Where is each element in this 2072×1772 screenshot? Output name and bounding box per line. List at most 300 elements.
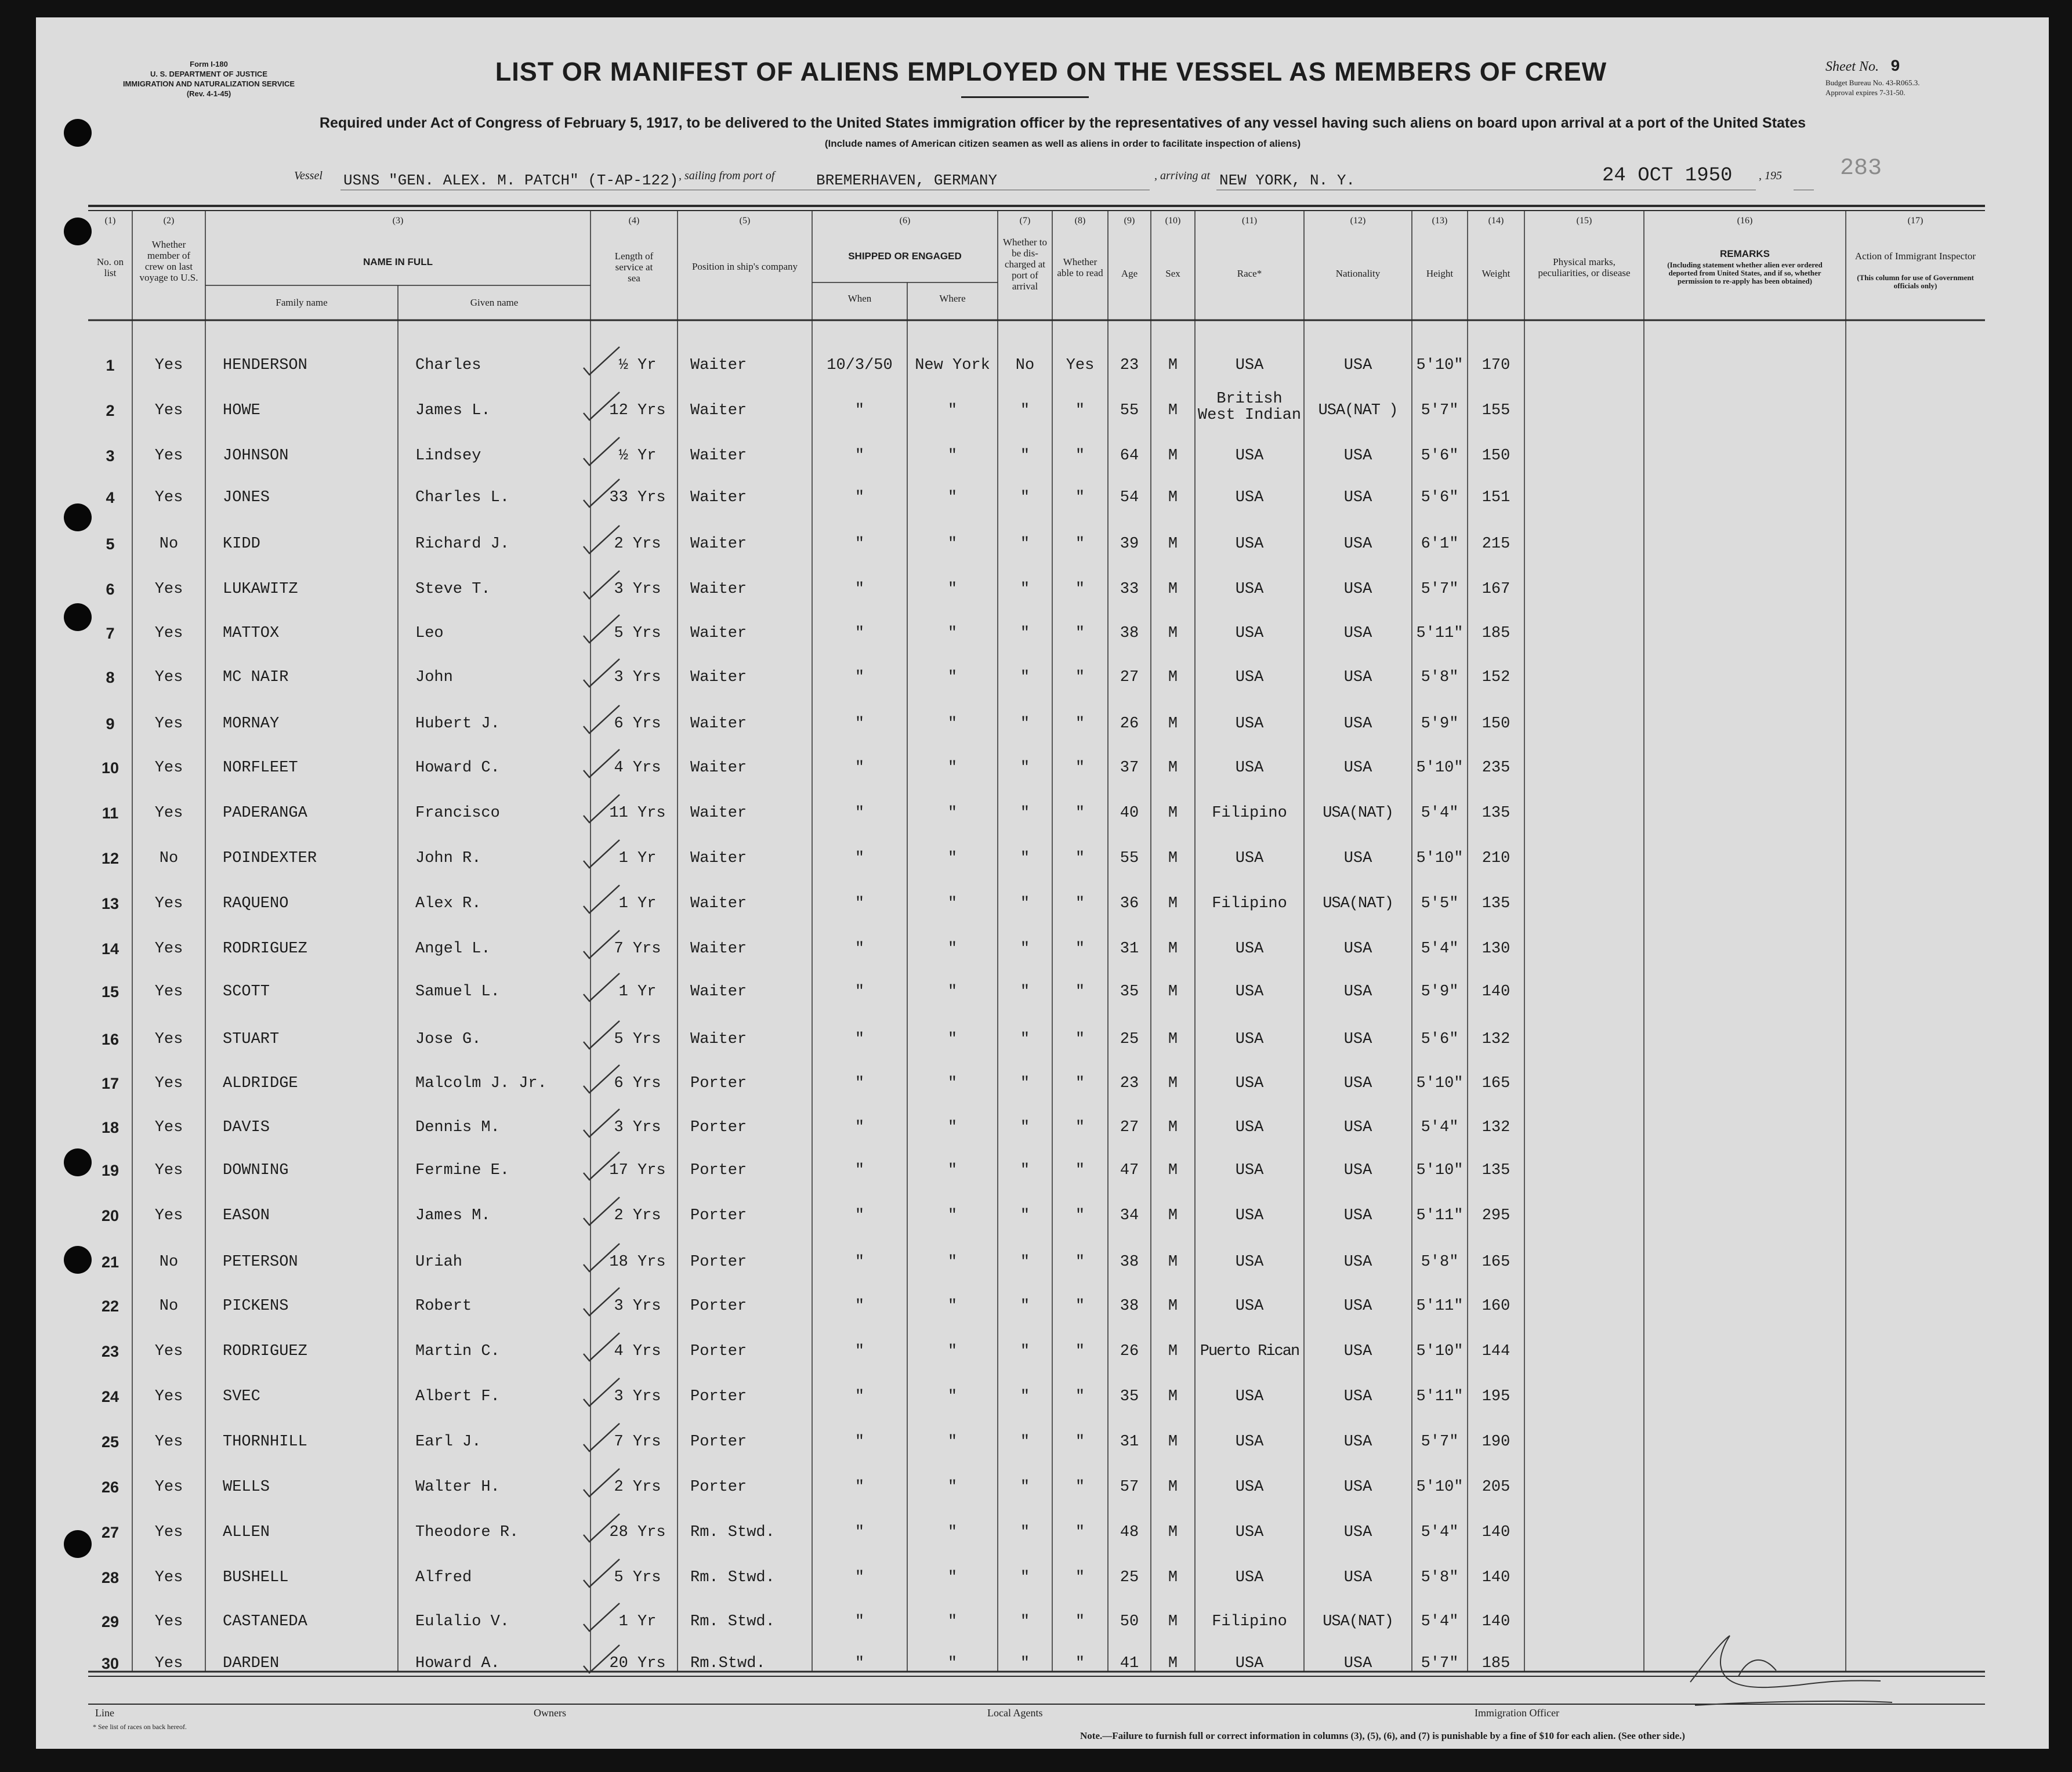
height: 5'10": [1416, 1343, 1464, 1360]
nationality: USA: [1343, 1031, 1372, 1048]
position: Waiter: [690, 715, 747, 733]
shipped-where: ": [947, 805, 958, 822]
shipped-when: ": [854, 1343, 865, 1360]
age: 35: [1120, 983, 1139, 1001]
shipped-when: ": [854, 1479, 865, 1496]
check-mark-icon: [581, 1063, 625, 1096]
race: USA: [1235, 357, 1264, 374]
sex: M: [1168, 669, 1178, 686]
height: 5'4": [1421, 940, 1459, 958]
shipped-when: ": [854, 669, 865, 686]
sex: M: [1168, 402, 1178, 419]
check-mark-icon: [581, 1376, 625, 1409]
family-name: WELLS: [223, 1479, 270, 1496]
sex: M: [1168, 715, 1178, 733]
given-name: Walter H.: [415, 1479, 500, 1496]
to-be-discharged: ": [1020, 895, 1030, 912]
length-of-service: 1 Yr: [618, 895, 657, 912]
shipped-where: New York: [915, 357, 990, 374]
shipped-when: ": [854, 759, 865, 777]
table-row: [36, 444, 2049, 468]
to-be-discharged: ": [1020, 940, 1030, 958]
sex: M: [1168, 1253, 1178, 1271]
family-name: NORFLEET: [223, 759, 298, 777]
sex: M: [1168, 940, 1178, 958]
nationality: USA: [1343, 983, 1372, 1001]
table-row: [36, 1159, 2049, 1182]
family-name: LUKAWITZ: [223, 581, 298, 598]
height: 5'10": [1416, 1075, 1464, 1092]
shipped-where: ": [947, 1343, 958, 1360]
check-mark-icon: [581, 1331, 625, 1364]
row-number: 9: [106, 715, 115, 733]
nationality: USA: [1343, 447, 1372, 465]
to-be-discharged: ": [1020, 1162, 1030, 1179]
col-num-4: (4): [628, 216, 640, 226]
to-be-discharged: ": [1020, 1613, 1030, 1630]
row-number: 11: [102, 805, 119, 822]
family-name: BUSHELL: [223, 1569, 289, 1586]
nationality: USA: [1343, 669, 1372, 686]
able-to-read: ": [1075, 1075, 1085, 1092]
check-mark-icon: [581, 435, 625, 469]
shipped-when: ": [854, 402, 865, 419]
table-row: [36, 1566, 2049, 1589]
nationality: USA: [1343, 1388, 1372, 1405]
shipped-where: ": [947, 625, 958, 642]
weight: 170: [1481, 357, 1510, 374]
header-when: When: [847, 293, 872, 304]
year-label: , 195: [1759, 169, 1782, 182]
shipped-where: ": [947, 983, 958, 1001]
header-no-on-list: No. on list: [96, 256, 124, 278]
table-row: [36, 1610, 2049, 1633]
col-num-12: (12): [1350, 216, 1366, 226]
title-underline: [961, 96, 1089, 98]
sex: M: [1168, 535, 1178, 553]
header-weight: Weight: [1481, 268, 1510, 279]
family-name: DARDEN: [223, 1655, 280, 1672]
given-name: Fermine E.: [415, 1162, 510, 1179]
shipped-when: ": [854, 895, 865, 912]
member-last-voyage: Yes: [154, 715, 183, 733]
table-row: [36, 1028, 2049, 1051]
table-row: [36, 578, 2049, 601]
weight: 155: [1481, 402, 1510, 419]
family-name: PICKENS: [223, 1298, 289, 1315]
table-row: [36, 1385, 2049, 1408]
height: 5'10": [1416, 759, 1464, 777]
row-number: 6: [106, 581, 115, 598]
table-row: [36, 390, 2049, 424]
table-row: [36, 666, 2049, 689]
able-to-read: ": [1075, 805, 1085, 822]
row-number: 26: [101, 1479, 119, 1496]
able-to-read: ": [1075, 895, 1085, 912]
member-last-voyage: Yes: [154, 1031, 183, 1048]
arrival-date: 24 OCT 1950: [1602, 165, 1733, 187]
row-number: 29: [101, 1613, 119, 1630]
nationality: USA: [1343, 1343, 1372, 1360]
shipped-when: ": [854, 1075, 865, 1092]
shipped-where: ": [947, 850, 958, 867]
member-last-voyage: Yes: [154, 447, 183, 465]
given-name: Uriah: [415, 1253, 463, 1271]
approval-expiry: Approval expires 7-31-50.: [1825, 88, 1906, 97]
nationality: USA(NAT): [1323, 805, 1393, 822]
col-num-3: (3): [392, 216, 404, 226]
member-last-voyage: Yes: [154, 983, 183, 1001]
age: 37: [1120, 759, 1139, 777]
race: Filipino: [1212, 805, 1287, 822]
shipped-where: ": [947, 895, 958, 912]
able-to-read: ": [1075, 1433, 1085, 1451]
length-of-service: 18 Yrs: [609, 1253, 666, 1271]
position: Waiter: [690, 759, 747, 777]
header-nationality: Nationality: [1335, 268, 1381, 279]
shipped-where: ": [947, 1388, 958, 1405]
row-number: 7: [106, 625, 115, 642]
row-number: 1: [106, 357, 115, 374]
row-number: 14: [101, 940, 119, 958]
row-number: 5: [106, 535, 115, 553]
row-number: 22: [101, 1298, 119, 1315]
height: 5'4": [1421, 1119, 1459, 1136]
able-to-read: ": [1075, 1162, 1085, 1179]
able-to-read: ": [1075, 447, 1085, 465]
race: USA: [1235, 1569, 1264, 1586]
to-be-discharged: ": [1020, 1433, 1030, 1451]
length-of-service: 7 Yrs: [614, 1433, 661, 1451]
position: Waiter: [690, 447, 747, 465]
able-to-read: ": [1075, 1569, 1085, 1586]
height: 5'10": [1416, 357, 1464, 374]
given-name: Hubert J.: [415, 715, 500, 733]
to-be-discharged: ": [1020, 1524, 1030, 1541]
height: 5'7": [1421, 581, 1459, 598]
height: 5'6": [1421, 1031, 1459, 1048]
race: Puerto Rican: [1200, 1343, 1299, 1360]
header-member-last-voyage: Whether member of crew on last voyage to U.S.: [139, 239, 198, 283]
able-to-read: ": [1075, 759, 1085, 777]
race: Filipino: [1212, 895, 1287, 912]
penalty-note: Note.—Failure to furnish full or correct information in columns (3), (5), (6), and (7) is punishable by a fine of $10 for each alien. (See other side.): [1080, 1730, 1685, 1741]
height: 5'4": [1421, 1613, 1459, 1630]
table-row: [36, 980, 2049, 1003]
revision: (Rev. 4-1-45): [186, 89, 231, 98]
position: Waiter: [690, 1031, 747, 1048]
table-row: [36, 1521, 2049, 1544]
able-to-read: ": [1075, 1613, 1085, 1630]
page-title: LIST OR MANIFEST OF ALIENS EMPLOYED ON THE VESSEL AS MEMBERS OF CREW: [495, 57, 1607, 86]
row-number: 30: [101, 1655, 119, 1672]
height: 5'11": [1416, 625, 1464, 642]
to-be-discharged: ": [1020, 1119, 1030, 1136]
sex: M: [1168, 1207, 1178, 1224]
to-be-discharged: ": [1020, 850, 1030, 867]
sex: M: [1168, 1343, 1178, 1360]
weight: 130: [1481, 940, 1510, 958]
table-row: [36, 1652, 2049, 1675]
header-remarks-sub: (Including statement whether alien ever ordered deported from United States, and if so, whether permission to re-apply has been obtained): [1667, 260, 1823, 285]
member-last-voyage: Yes: [154, 1207, 183, 1224]
weight: 165: [1481, 1075, 1510, 1092]
header-race: Race*: [1237, 268, 1262, 279]
table-row: [36, 1295, 2049, 1318]
race: USA: [1235, 1298, 1264, 1315]
race: USA: [1235, 1655, 1264, 1672]
race: USA: [1235, 1075, 1264, 1092]
age: 38: [1120, 625, 1139, 642]
to-be-discharged: ": [1020, 1253, 1030, 1271]
nationality: USA: [1343, 1075, 1372, 1092]
member-last-voyage: Yes: [154, 489, 183, 506]
race: USA: [1235, 1207, 1264, 1224]
family-name: MC NAIR: [223, 669, 289, 686]
weight: 152: [1481, 669, 1510, 686]
sex: M: [1168, 895, 1178, 912]
header-discharged: Whether to be dis-charged at port of arrival: [1003, 237, 1047, 292]
height: 5'10": [1416, 850, 1464, 867]
check-mark-icon: [581, 1285, 625, 1319]
position: Rm. Stwd.: [690, 1613, 775, 1630]
row-number: 8: [106, 669, 115, 686]
budget-info: [1825, 78, 1919, 97]
able-to-read: ": [1075, 940, 1085, 958]
sex: M: [1168, 759, 1178, 777]
check-mark-icon: [581, 792, 625, 826]
position: Waiter: [690, 983, 747, 1001]
shipped-where: ": [947, 1298, 958, 1315]
member-last-voyage: Yes: [154, 1343, 183, 1360]
weight: 140: [1481, 1613, 1510, 1630]
able-to-read: ": [1075, 535, 1085, 553]
given-name: Lindsey: [415, 447, 481, 465]
height: 5'4": [1421, 805, 1459, 822]
weight: 160: [1481, 1298, 1510, 1315]
nationality: USA: [1343, 1253, 1372, 1271]
required-statement: Required under Act of Congress of February 5, 1917, to be delivered to the United States immigration officer by the representatives of any vessel having such aliens on board upon arrival at a port of the United States: [319, 115, 1806, 131]
header-where: Where: [939, 293, 966, 304]
nationality: USA: [1343, 535, 1372, 553]
length-of-service: 7 Yrs: [614, 940, 661, 958]
shipped-where: ": [947, 581, 958, 598]
position: Porter: [690, 1343, 747, 1360]
weight: 140: [1481, 1524, 1510, 1541]
able-to-read: ": [1075, 1524, 1085, 1541]
member-last-voyage: No: [159, 1253, 179, 1271]
weight: 144: [1481, 1343, 1510, 1360]
position: Porter: [690, 1298, 747, 1315]
family-name: PETERSON: [223, 1253, 298, 1271]
given-name: Alex R.: [415, 895, 481, 912]
race: British West Indian: [1197, 390, 1302, 424]
length-of-service: 5 Yrs: [614, 1569, 661, 1586]
race: USA: [1235, 625, 1264, 642]
sailing-label: , sailing from port of: [679, 169, 775, 182]
check-mark-icon: [581, 1019, 625, 1052]
sheet-number: [1825, 58, 1900, 76]
col-num-8: (8): [1074, 216, 1086, 226]
header-shipped-engaged: SHIPPED OR ENGAGED: [848, 251, 962, 262]
member-last-voyage: No: [159, 850, 179, 867]
height: 5'7": [1421, 1433, 1459, 1451]
race: USA: [1235, 669, 1264, 686]
height: 5'8": [1421, 1253, 1459, 1271]
check-mark-icon: [581, 568, 625, 602]
col-num-10: (10): [1165, 216, 1181, 226]
header-action-sub: (This column for use of Government officials only): [1857, 273, 1974, 290]
age: 47: [1120, 1162, 1139, 1179]
to-be-discharged: ": [1020, 1075, 1030, 1092]
position: Porter: [690, 1479, 747, 1496]
check-mark-icon: [581, 971, 625, 1005]
height: 5'11": [1416, 1388, 1464, 1405]
weight: 135: [1481, 1162, 1510, 1179]
shipped-where: ": [947, 1075, 958, 1092]
sex: M: [1168, 1075, 1178, 1092]
row-number: 18: [101, 1119, 119, 1136]
weight: 295: [1481, 1207, 1510, 1224]
member-last-voyage: Yes: [154, 1524, 183, 1541]
able-to-read: Yes: [1066, 357, 1095, 374]
col-num-16: (16): [1737, 216, 1753, 226]
height: 6'1": [1421, 535, 1459, 553]
table-row: [36, 802, 2049, 825]
row-number: 21: [101, 1253, 119, 1271]
sex: M: [1168, 1119, 1178, 1136]
position: Waiter: [690, 669, 747, 686]
table-row: [36, 712, 2049, 735]
sex: M: [1168, 1524, 1178, 1541]
member-last-voyage: Yes: [154, 1569, 183, 1586]
position: Waiter: [690, 625, 747, 642]
weight: 150: [1481, 447, 1510, 465]
length-of-service: 28 Yrs: [609, 1524, 666, 1541]
given-name: Charles: [415, 357, 481, 374]
header-length-of-service: Length of service at sea: [614, 251, 654, 284]
table-row: [36, 847, 2049, 870]
age: 33: [1120, 581, 1139, 598]
weight: 140: [1481, 983, 1510, 1001]
length-of-service: ½ Yr: [618, 447, 657, 465]
able-to-read: ": [1075, 1343, 1085, 1360]
check-mark-icon: [581, 1241, 625, 1275]
header-action: Action of Immigrant Inspector: [1854, 251, 1976, 262]
table-row: [36, 1430, 2049, 1454]
height: 5'6": [1421, 489, 1459, 506]
header-remarks: REMARKS: [1720, 248, 1770, 259]
check-mark-icon: [581, 657, 625, 690]
table-row: [36, 1072, 2049, 1095]
member-last-voyage: Yes: [154, 759, 183, 777]
height: 5'10": [1416, 1162, 1464, 1179]
age: 48: [1120, 1524, 1139, 1541]
race: USA: [1235, 940, 1264, 958]
table-row: [36, 486, 2049, 509]
table-row: [36, 1116, 2049, 1139]
member-last-voyage: Yes: [154, 1075, 183, 1092]
length-of-service: 11 Yrs: [609, 805, 666, 822]
race: USA: [1235, 1253, 1264, 1271]
sex: M: [1168, 1031, 1178, 1048]
col-num-13: (13): [1432, 216, 1448, 226]
height: 5'11": [1416, 1207, 1464, 1224]
age: 55: [1120, 402, 1139, 419]
able-to-read: ": [1075, 1119, 1085, 1136]
given-name: Theodore R.: [415, 1524, 519, 1541]
shipped-where: ": [947, 535, 958, 553]
shipped-when: ": [854, 1253, 865, 1271]
weight: 210: [1481, 850, 1510, 867]
shipped-when: ": [854, 1207, 865, 1224]
family-name: ALLEN: [223, 1524, 270, 1541]
member-last-voyage: Yes: [154, 940, 183, 958]
family-name: HENDERSON: [223, 357, 307, 374]
height: 5'9": [1421, 715, 1459, 733]
member-last-voyage: Yes: [154, 625, 183, 642]
to-be-discharged: No: [1015, 357, 1035, 374]
nationality: USA: [1343, 489, 1372, 506]
nationality: USA: [1343, 940, 1372, 958]
family-name: PADERANGA: [223, 805, 307, 822]
sex: M: [1168, 357, 1178, 374]
shipped-when: ": [854, 1031, 865, 1048]
given-name: Alfred: [415, 1569, 472, 1586]
length-of-service: 3 Yrs: [614, 581, 661, 598]
able-to-read: ": [1075, 1253, 1085, 1271]
header-name-in-full: NAME IN FULL: [363, 256, 433, 267]
col-num-6: (6): [899, 216, 911, 226]
to-be-discharged: ": [1020, 983, 1030, 1001]
port-from: BREMERHAVEN, GERMANY: [816, 172, 998, 189]
check-mark-icon: [581, 747, 625, 781]
position: Waiter: [690, 581, 747, 598]
family-name: KIDD: [223, 535, 260, 553]
nationality: USA: [1343, 1433, 1372, 1451]
col-num-9: (9): [1124, 216, 1135, 226]
shipped-where: ": [947, 715, 958, 733]
member-last-voyage: Yes: [154, 581, 183, 598]
check-mark-icon: [581, 523, 625, 557]
given-name: John R.: [415, 850, 481, 867]
race: USA: [1235, 1479, 1264, 1496]
to-be-discharged: ": [1020, 581, 1030, 598]
position: Rm. Stwd.: [690, 1569, 775, 1586]
age: 40: [1120, 805, 1139, 822]
able-to-read: ": [1075, 1031, 1085, 1048]
race: USA: [1235, 1031, 1264, 1048]
race: USA: [1235, 489, 1264, 506]
race-footnote: * See list of races on back hereof.: [93, 1723, 187, 1731]
able-to-read: ": [1075, 1479, 1085, 1496]
given-name: Jose G.: [415, 1031, 481, 1048]
to-be-discharged: ": [1020, 805, 1030, 822]
table-row: [36, 892, 2049, 915]
length-of-service: 6 Yrs: [614, 1075, 661, 1092]
col-num-7: (7): [1019, 216, 1031, 226]
check-mark-icon: [581, 1601, 625, 1635]
shipped-when: ": [854, 1388, 865, 1405]
family-name: DAVIS: [223, 1119, 270, 1136]
family-name: RODRIGUEZ: [223, 1343, 307, 1360]
check-mark-icon: [581, 883, 625, 916]
header-height: Height: [1426, 268, 1454, 279]
given-name: Leo: [415, 625, 444, 642]
member-last-voyage: Yes: [154, 805, 183, 822]
include-statement: (Include names of American citizen seamen as well as aliens in order to facilitate inspection of aliens): [824, 138, 1301, 149]
punch-hole: [64, 119, 92, 147]
